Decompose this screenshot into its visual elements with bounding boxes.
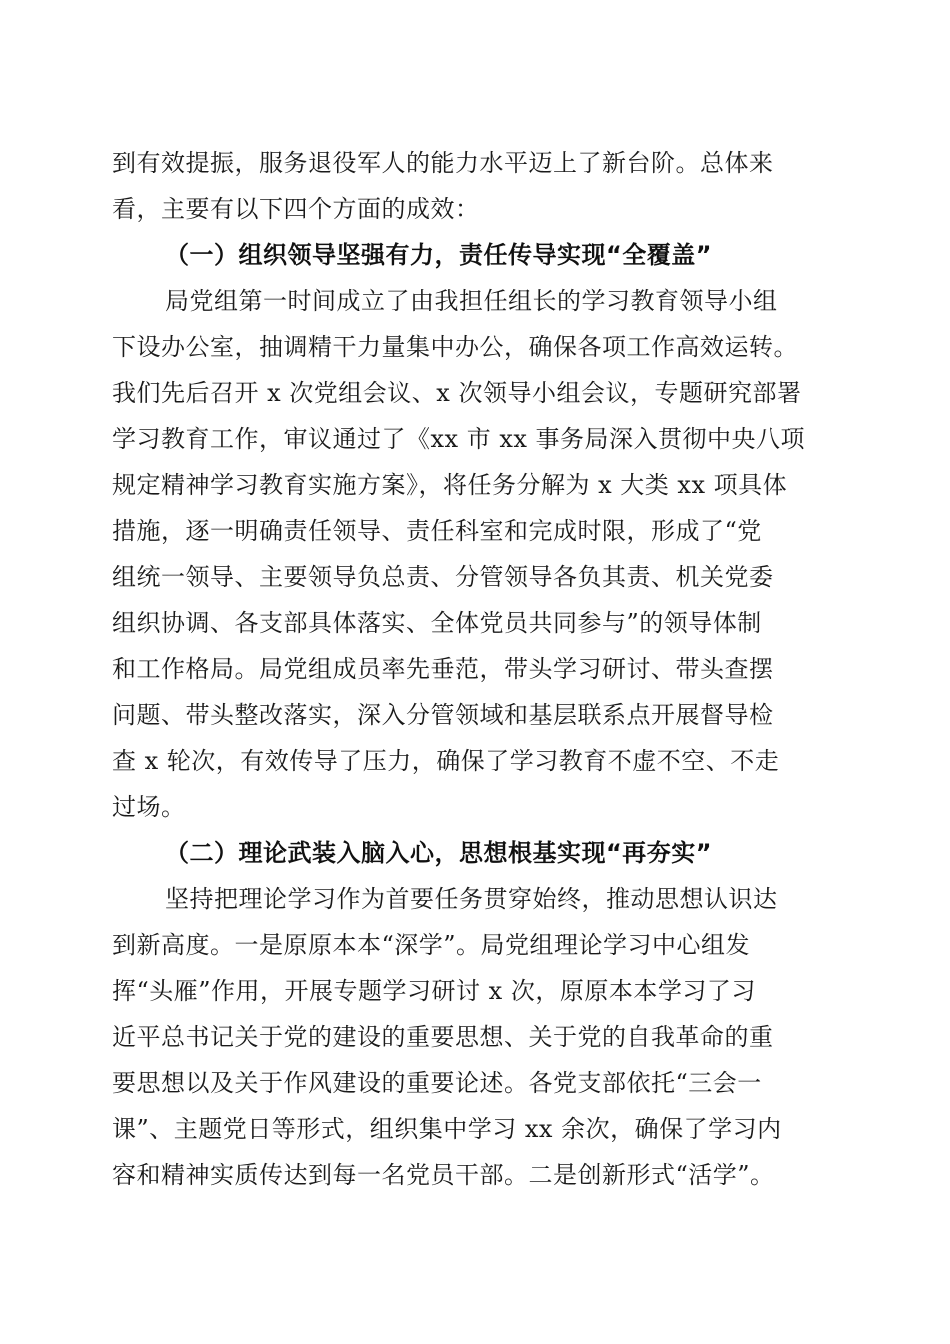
text-line: 挥“头雁”作用，开展专题学习研讨 x 次，原原本本学习了习 — [112, 977, 756, 1005]
text-line: 要思想以及关于作风建设的重要论述。各党支部依托“三会一 — [112, 1069, 762, 1097]
text-line: 学习教育工作，审议通过了《xx 市 xx 事务局深入贯彻中央八项 — [112, 425, 806, 453]
section-heading-1: （一）组织领导坚强有力，责任传导实现“全覆盖” — [165, 241, 713, 269]
text-line: 规定精神学习教育实施方案》，将任务分解为 x 大类 xx 项具体 — [112, 471, 788, 499]
text-line: 局党组第一时间成立了由我担任组长的学习教育领导小组 — [165, 287, 778, 315]
text-line: 到有效提振，服务退役军人的能力水平迈上了新台阶。总体来 — [112, 149, 774, 177]
text-line: 组织协调、各支部具体落实、全体党员共同参与”的领导体制 — [112, 609, 762, 637]
text-line: 我们先后召开 x 次党组会议、x 次领导小组会议，专题研究部署 — [112, 379, 802, 407]
text-line: 下设办公室，抽调精干力量集中办公，确保各项工作高效运转。 — [112, 333, 798, 361]
text-line: 过场。 — [112, 793, 186, 821]
text-line: 问题、带头整改落实，深入分管领域和基层联系点开展督导检 — [112, 701, 774, 729]
text-line: 查 x 轮次，有效传导了压力，确保了学习教育不虚不空、不走 — [112, 747, 780, 775]
text-line: 看，主要有以下四个方面的成效： — [112, 195, 480, 223]
text-line: 到新高度。一是原原本本“深学”。局党组理论学习中心组发 — [112, 931, 751, 959]
text-line: 组统一领导、主要领导负总责、分管领导各负其责、机关党委 — [112, 563, 774, 591]
text-line: 措施，逐一明确责任领导、责任科室和完成时限，形成了“党 — [112, 517, 762, 545]
text-line: 容和精神实质传达到每一名党员干部。二是创新形式“活学”。 — [112, 1161, 775, 1189]
text-line: 近平总书记关于党的建设的重要思想、关于党的自我革命的重 — [112, 1023, 774, 1051]
text-line: 课”、主题党日等形式，组织集中学习 xx 余次，确保了学习内 — [112, 1115, 782, 1143]
section-heading-2: （二）理论武装入脑入心，思想根基实现“再夯实” — [165, 839, 713, 867]
text-line: 坚持把理论学习作为首要任务贯穿始终，推动思想认识达 — [165, 885, 778, 913]
text-line: 和工作格局。局党组成员率先垂范，带头学习研讨、带头查摆 — [112, 655, 774, 683]
